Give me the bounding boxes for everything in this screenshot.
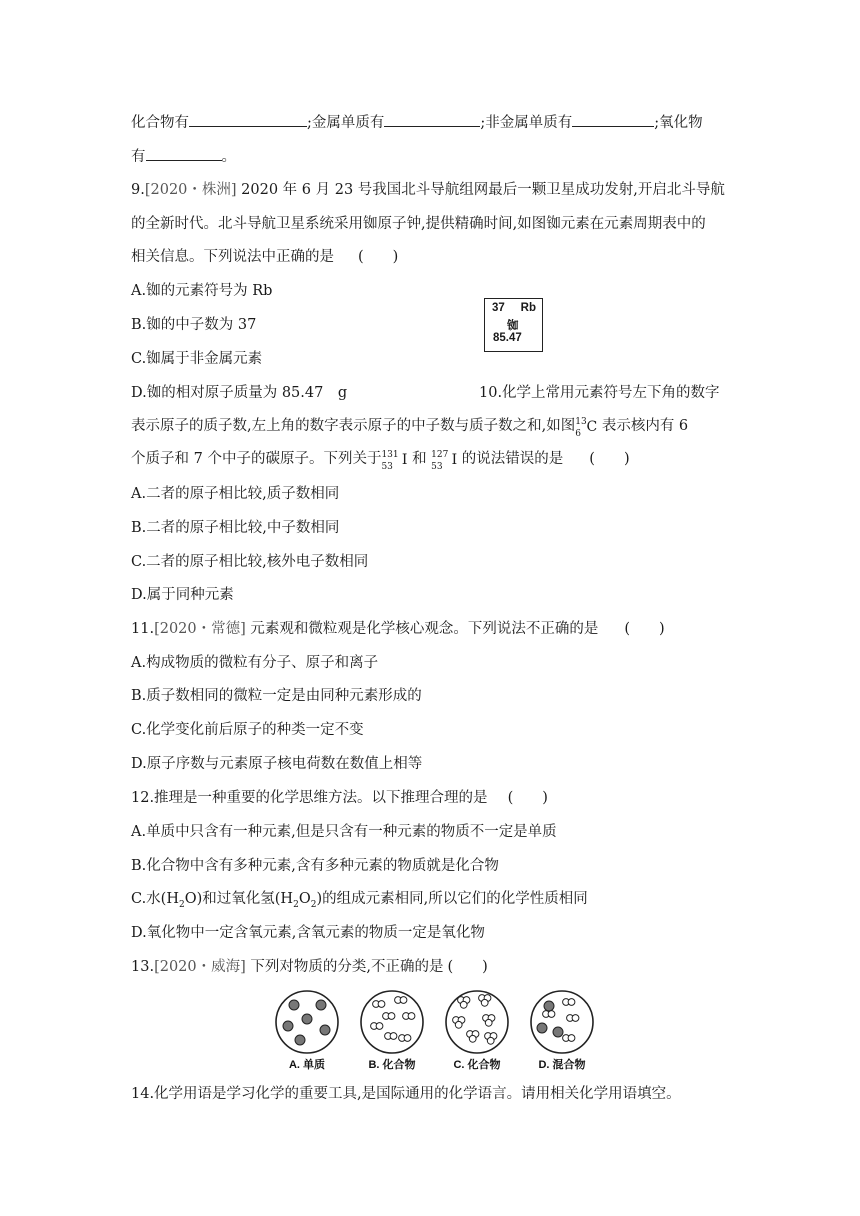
answer-blank[interactable] bbox=[572, 112, 654, 127]
label-a: A. 单质 bbox=[288, 1059, 326, 1071]
q12-option-a: A.单质中只含有一种元素,但是只含有一种元素的物质不一定是单质 bbox=[131, 824, 557, 840]
subscript: 2 bbox=[179, 899, 185, 910]
text: 相关信息。下列说法中正确的是 bbox=[131, 249, 334, 265]
text: 下列对物质的分类,不正确的是 bbox=[250, 959, 444, 975]
label-b: B. 化合物 bbox=[368, 1059, 416, 1071]
answer-blank[interactable] bbox=[146, 146, 222, 161]
question-number: 11. bbox=[131, 621, 155, 637]
question-number: 9. bbox=[131, 182, 145, 198]
q11-stem bbox=[131, 619, 665, 639]
answer-parentheses[interactable]: ( ) bbox=[624, 621, 665, 637]
question-source: [2020・常德] bbox=[154, 621, 246, 637]
q12-option-c bbox=[131, 889, 588, 915]
q12-option-b: B.化合物中含有多种元素,含有多种元素的物质就是化合物 bbox=[131, 858, 499, 874]
mass-number: 131 bbox=[381, 450, 399, 460]
top-fill-line-2 bbox=[131, 146, 236, 167]
q11-option-d: D.原子序数与元素原子核电荷数在数值上相等 bbox=[131, 756, 423, 772]
q11-option-a: A.构成物质的微粒有分子、原子和离子 bbox=[131, 655, 379, 671]
mass-number: 13 bbox=[575, 417, 587, 427]
q11-option-c: C.化学变化前后原子的种类一定不变 bbox=[131, 722, 364, 738]
text: 12.推理是一种重要的化学思维方法。以下推理合理的是 bbox=[131, 790, 488, 806]
text: 个质子和 7 个中子的碳原子。下列关于 bbox=[131, 451, 382, 467]
element-symbol: I bbox=[401, 452, 408, 468]
element-name: 铷 bbox=[507, 320, 519, 332]
text: C.水(H bbox=[131, 891, 179, 907]
text: 2020 年 6 月 23 号我国北斗导航组网最后一颗卫星成功发射,开启北斗导航 bbox=[241, 182, 725, 198]
proton-number: 53 bbox=[431, 462, 443, 472]
rubidium-element-card bbox=[484, 298, 543, 352]
text: 表示核内有 6 bbox=[601, 418, 689, 434]
element-symbol: C bbox=[586, 419, 598, 435]
text: 表示原子的质子数,左上角的数字表示原子的中子数与质子数之和,如图 bbox=[131, 418, 576, 434]
q9-stem-line-2: 的全新时代。北斗导航卫星系统采用铷原子钟,提供精确时间,如图铷元素在元素周期表中的 bbox=[131, 216, 706, 232]
q9-option-b: B.铷的中子数为 37 bbox=[131, 317, 257, 333]
q11-option-b: B.质子数相同的微粒一定是由同种元素形成的 bbox=[131, 688, 422, 704]
question-source: [2020・株洲] bbox=[144, 182, 237, 198]
element-symbol: I bbox=[451, 452, 458, 468]
answer-blank[interactable] bbox=[384, 112, 480, 127]
text: 的说法错误的是 bbox=[461, 451, 564, 467]
label-c: C. 化合物 bbox=[453, 1059, 501, 1071]
element-symbol: Rb bbox=[520, 302, 536, 314]
text: 元素观和微粒观是化学核心观念。下列说法不正确的是 bbox=[250, 621, 599, 637]
proton-number: 6 bbox=[575, 429, 581, 439]
q12-option-d: D.氧化物中一定含氧元素,含氧元素的物质一定是氧化物 bbox=[131, 925, 485, 941]
option-c-compound-circle bbox=[446, 991, 508, 1053]
question-number: 13. bbox=[131, 959, 155, 975]
atomic-number: 37 bbox=[492, 302, 505, 314]
proton-number: 53 bbox=[381, 462, 393, 472]
q10-option-a: A.二者的原子相比较,质子数相同 bbox=[131, 486, 340, 502]
subscript: 2 bbox=[310, 899, 317, 910]
top-fill-line-1 bbox=[131, 112, 703, 133]
q10-stem-line-1: 10.化学上常用元素符号左下角的数字 bbox=[479, 385, 720, 401]
text: 有 bbox=[131, 149, 146, 165]
q10-option-c: C.二者的原子相比较,核外电子数相同 bbox=[131, 554, 369, 570]
option-a-single-substance-circle bbox=[276, 991, 338, 1053]
text: 。 bbox=[221, 149, 236, 165]
label-d: D. 混合物 bbox=[538, 1059, 586, 1071]
text: 化合物有 bbox=[131, 115, 189, 131]
q9-option-c: C.铷属于非金属元素 bbox=[131, 351, 263, 367]
atomic-mass: 85.47 bbox=[493, 332, 522, 344]
answer-parentheses[interactable]: ( ) bbox=[358, 249, 399, 265]
iodine-131-notation bbox=[381, 449, 408, 472]
option-b-compound-circle bbox=[361, 991, 423, 1053]
text: O bbox=[298, 891, 311, 907]
answer-parentheses[interactable]: ( ) bbox=[447, 959, 488, 975]
answer-parentheses[interactable]: ( ) bbox=[589, 451, 630, 467]
q9-option-d: D.铷的相对原子质量为 85.47 g bbox=[131, 385, 348, 401]
text: ;非金属单质有 bbox=[480, 115, 573, 131]
iodine-127-notation bbox=[431, 449, 458, 472]
option-d-mixture-circle bbox=[531, 991, 593, 1053]
subscript: 2 bbox=[293, 899, 299, 910]
carbon-13-notation bbox=[575, 416, 598, 439]
q10-option-b: B.二者的原子相比较,中子数相同 bbox=[131, 520, 340, 536]
text: 和 bbox=[412, 451, 427, 467]
q9-stem-line-1 bbox=[131, 180, 725, 200]
q14-stem: 14.化学用语是学习化学的重要工具,是国际通用的化学语言。请用相关化学用语填空。 bbox=[131, 1086, 681, 1102]
text: ;金属单质有 bbox=[307, 115, 385, 131]
q10-stem-line-3 bbox=[131, 449, 630, 472]
question-source: [2020・威海] bbox=[154, 959, 246, 975]
q9-option-a: A.铷的元素符号为 Rb bbox=[131, 283, 273, 299]
text: )的组成元素相同,所以它们的化学性质相同 bbox=[316, 891, 588, 907]
text: O)和过氧化氢(H bbox=[184, 891, 294, 907]
answer-parentheses[interactable]: ( ) bbox=[507, 790, 548, 806]
text: ;氧化物 bbox=[654, 115, 703, 131]
answer-blank[interactable] bbox=[189, 112, 307, 127]
q10-option-d: D.属于同种元素 bbox=[131, 587, 234, 603]
q13-stem bbox=[131, 957, 488, 977]
q10-stem-line-2 bbox=[131, 416, 689, 439]
particle-classification-figure bbox=[270, 986, 610, 1076]
q12-stem bbox=[131, 788, 548, 808]
mass-number: 127 bbox=[431, 450, 449, 460]
q9-stem-line-3 bbox=[131, 247, 398, 267]
